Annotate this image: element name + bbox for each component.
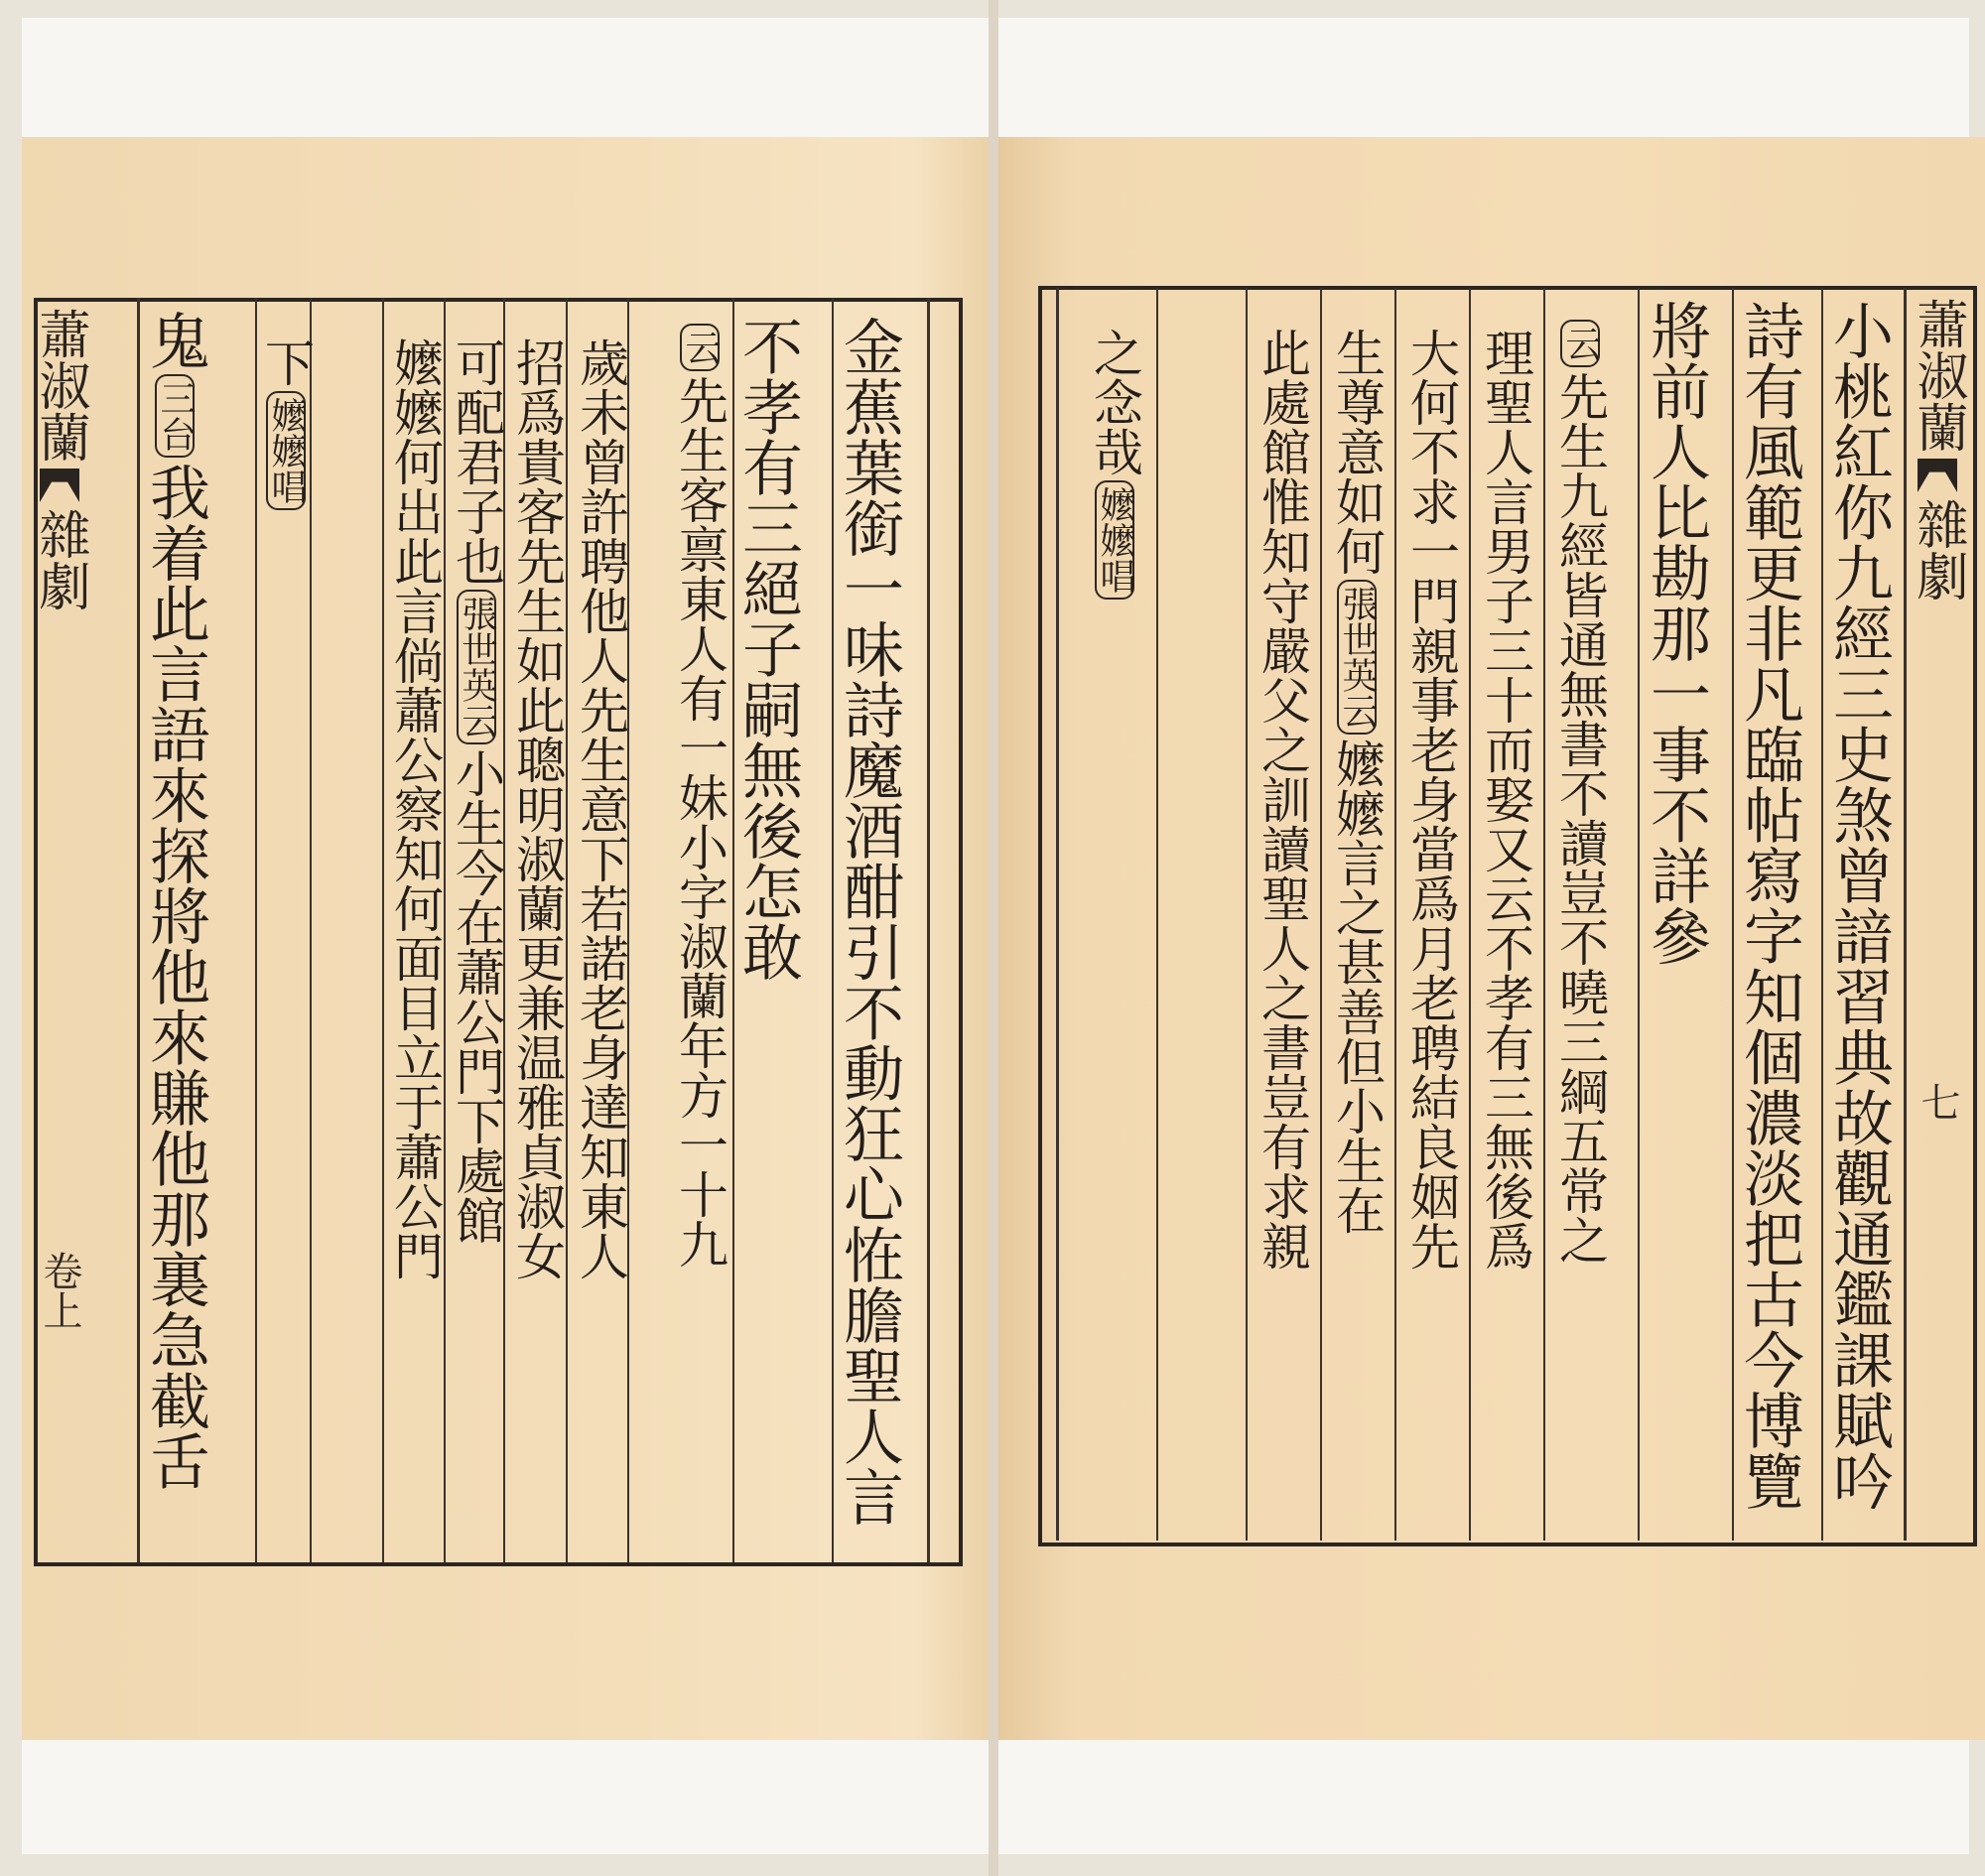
speaker-mark: 云 bbox=[1560, 320, 1600, 367]
text-column: 此處館惟知守嚴父之訓讀聖人之書豈有求親 bbox=[1254, 328, 1311, 1271]
text-column: 理聖人言男子三十而娶又云不孝有三無後爲 bbox=[1477, 328, 1534, 1271]
text-column: 將前人比勘那一事不詳參 bbox=[1641, 300, 1711, 966]
text-column: 大何不求一門親事老身當爲月老聘結良姻先 bbox=[1402, 328, 1460, 1271]
text-column: 金蕉葉銜一味詩魔酒酣引不動狂心恠膽聖人言 bbox=[834, 316, 904, 1527]
text-column: 云先生九經皆通無書不讀豈不曉三綱五常之 bbox=[1555, 316, 1605, 1265]
column-rule bbox=[1469, 288, 1471, 1541]
column-rule bbox=[382, 298, 384, 1562]
header-title: 蕭淑蘭 bbox=[1908, 298, 1967, 453]
column-rule bbox=[1056, 288, 1059, 1541]
header-folio: 七 bbox=[1915, 1082, 1960, 1122]
text-column: 不孝有三絕子嗣無後怎敢 bbox=[732, 316, 803, 982]
text-column: 嬤嬤何出此言倘蕭公察知何面目立于蕭公門 bbox=[386, 337, 444, 1280]
speaker-mark: 嬤嬤唱 bbox=[266, 391, 306, 510]
book-spine bbox=[989, 0, 998, 1876]
column-rule bbox=[1638, 288, 1640, 1541]
column-rule bbox=[566, 298, 568, 1562]
text-column: 下嬤嬤唱 bbox=[261, 337, 311, 514]
column-rule bbox=[1320, 288, 1322, 1541]
text-column: 鬼三台我着此言語來探將他來賺他那裏急截舌 bbox=[140, 310, 210, 1491]
speaker-mark: 張世英云 bbox=[457, 590, 496, 744]
header-section: 雜劇 bbox=[1908, 498, 1967, 602]
right-page-header bbox=[1908, 298, 1967, 602]
column-rule bbox=[444, 298, 446, 1562]
column-rule bbox=[1246, 288, 1248, 1541]
text-column: 小桃紅你九經三史煞曾諳習典故觀通鑑課賦吟 bbox=[1823, 300, 1894, 1511]
text-column: 可配君子也張世英云小生今在蕭公門下處館 bbox=[448, 337, 505, 1245]
column-rule bbox=[927, 298, 930, 1562]
text-column: 生尊意如何張世英云嬤嬤言之甚善但小生在 bbox=[1328, 328, 1386, 1235]
header-title: 蕭淑蘭 bbox=[30, 308, 89, 463]
text-column: 云先生客禀東人有一妹小字淑蘭年方一十九 bbox=[675, 320, 725, 1269]
column-rule bbox=[1394, 288, 1396, 1541]
left-page-header bbox=[30, 308, 89, 611]
fishtail-mark-icon bbox=[1918, 459, 1957, 492]
column-rule bbox=[1543, 288, 1545, 1541]
header-folio: 卷上 bbox=[37, 1251, 82, 1330]
top-margin-right bbox=[996, 18, 1969, 139]
text-column: 之念哉嬤嬤唱 bbox=[1090, 328, 1139, 603]
top-margin-left bbox=[22, 18, 992, 139]
speaker-mark: 云 bbox=[680, 324, 720, 371]
column-rule bbox=[1904, 288, 1907, 1541]
column-rule bbox=[1156, 288, 1158, 1541]
text-column: 詩有風範更非凡臨帖寫字知個濃淡把古今博覽 bbox=[1734, 300, 1804, 1511]
speaker-mark: 嬤嬤唱 bbox=[1095, 480, 1134, 600]
text-column: 招爲貴客先生如此聰明淑蘭更兼温雅貞淑女 bbox=[508, 337, 566, 1280]
speaker-mark: 張世英云 bbox=[1337, 580, 1377, 735]
text-column: 歲未曾許聘他人先生意下若諾老身達知東人 bbox=[572, 337, 629, 1280]
column-rule bbox=[255, 298, 257, 1562]
tune-mark: 三台 bbox=[155, 374, 195, 458]
header-section: 雜劇 bbox=[30, 508, 89, 611]
bottom-margin-right bbox=[996, 1739, 1969, 1854]
bottom-margin-left bbox=[22, 1737, 992, 1854]
fishtail-mark-icon bbox=[40, 469, 79, 502]
